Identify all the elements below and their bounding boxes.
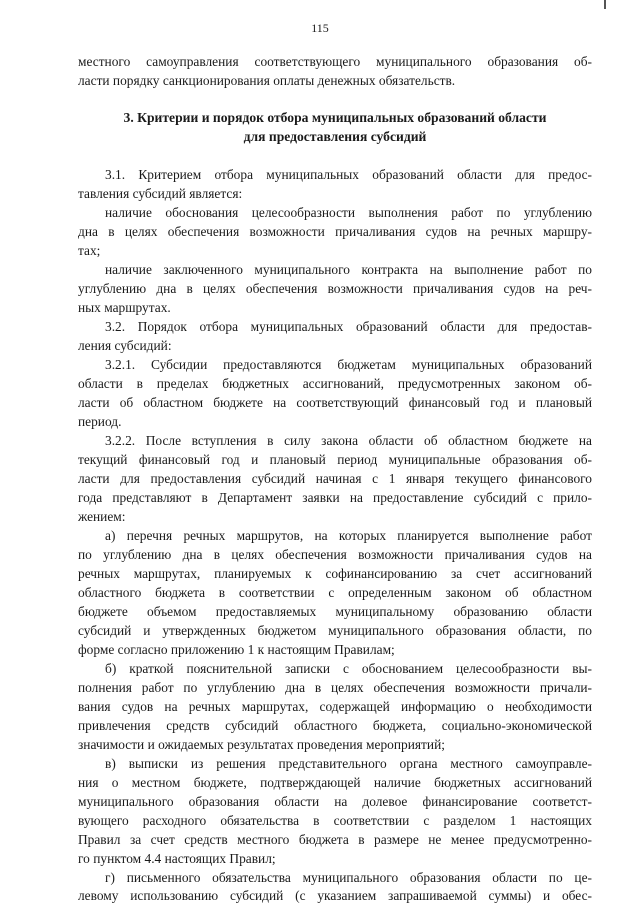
- page-number: 115: [311, 21, 329, 35]
- scan-mark: [604, 0, 606, 9]
- paragraph-line: а) перечня речных маршрутов, на которых планируется выполнение работ: [105, 528, 592, 543]
- paragraph-line: года представляют в Департамент заявки на предоставление субсидий с прило-: [78, 490, 592, 505]
- paragraph-line: полнения работ по углублению дна в целях обеспечения возможности причали-: [78, 680, 592, 695]
- paragraph-line: го пунктом 4.4 настоящих Правил;: [78, 851, 276, 866]
- paragraph-line: период.: [78, 414, 122, 429]
- paragraph-line: б) краткой пояснительной записки с обоснованием целесообразности вы-: [105, 661, 592, 676]
- paragraph-line: 3.2. Порядок отбора муниципальных образований области для предостав-: [105, 319, 592, 334]
- paragraph-line: бюджете объемом предоставляемых муниципальному образованию области: [78, 604, 592, 619]
- paragraph-line: углублению дна в целях обеспечения возможности причаливания судов на реч-: [78, 281, 592, 296]
- paragraph-line: тавления субсидий является:: [78, 186, 243, 201]
- paragraph-line: форме согласно приложению 1 к настоящим Правилам;: [78, 642, 395, 657]
- section-title: для предоставления субсидий: [243, 129, 427, 144]
- paragraph-line: ласти об областном бюджете на соответствующий финансовый год и плановый: [78, 395, 592, 410]
- intro-line: местного самоуправления соответствующего муниципального образования об-: [78, 54, 592, 69]
- paragraph-line: ния о местном бюджете, подтверждающей наличие бюджетных ассигнований: [78, 775, 592, 790]
- paragraph-line: Правил за счет средств местного бюджета в размере не менее предусмотренно-: [78, 832, 592, 847]
- paragraph-line: жением:: [78, 509, 126, 524]
- paragraph-line: наличие заключенного муниципального контракта на выполнение работ по: [105, 262, 592, 277]
- intro-line: ласти порядку санкционирования оплаты денежных обязательств.: [78, 73, 456, 88]
- paragraph-line: ласти для предоставления субсидий начиная с 1 января текущего финансового: [78, 471, 592, 486]
- paragraph-line: в) выписки из решения представительного органа местного самоуправле-: [105, 756, 592, 771]
- section-title: 3. Критерии и порядок отбора муниципальных образований области: [123, 110, 547, 125]
- paragraph-line: ления субсидий:: [78, 338, 172, 353]
- paragraph-line: по углублению дна в целях обеспечения возможности причаливания судов на: [78, 547, 592, 562]
- paragraph-line: тах;: [78, 243, 101, 258]
- paragraph-line: ных маршрутах.: [78, 300, 171, 315]
- paragraph-line: областного бюджета в соответствии с определенным законом об областном: [78, 585, 592, 600]
- paragraph-line: 3.1. Критерием отбора муниципальных образований области для предос-: [105, 167, 592, 182]
- paragraph-line: наличие обоснования целесообразности выполнения работ по углублению: [105, 205, 592, 220]
- paragraph-line: дна в целях обеспечения возможности причаливания судов на речных маршру-: [78, 224, 592, 239]
- paragraph-line: 3.2.1. Субсидии предоставляются бюджетам муниципальных образований: [105, 357, 592, 372]
- paragraph-line: области в пределах бюджетных ассигнований, предусмотренных законом об-: [78, 376, 592, 391]
- paragraph-line: субсидий и утвержденных бюджетом муниципального образования области, по: [78, 623, 592, 638]
- paragraph-line: вания судов на речных маршрутах, содержащей информацию о необходимости: [78, 699, 592, 714]
- paragraph-line: муниципального образования области на долевое финансирование соответст-: [78, 794, 592, 809]
- paragraph-line: значимости и ожидаемых результатах проведения мероприятий;: [78, 737, 445, 752]
- paragraph-line: вующего расходного обязательства в соответствии с разделом 1 настоящих: [78, 813, 592, 828]
- paragraph-line: привлечения средств субсидий областного бюджета, социально-экономической: [78, 718, 592, 733]
- paragraph-line: г) письменного обязательства муниципального образования области по це-: [105, 870, 592, 885]
- paragraph-line: речных маршрутах, планируемых к софинансированию за счет ассигнований: [78, 566, 592, 581]
- paragraph-line: текущий финансовый год и плановый период муниципальные образования об-: [78, 452, 592, 467]
- paragraph-line: 3.2.2. После вступления в силу закона области об областном бюджете на: [105, 433, 592, 448]
- paragraph-line: левому использованию субсидий (с указанием запрашиваемой суммы) и обес-: [78, 888, 592, 903]
